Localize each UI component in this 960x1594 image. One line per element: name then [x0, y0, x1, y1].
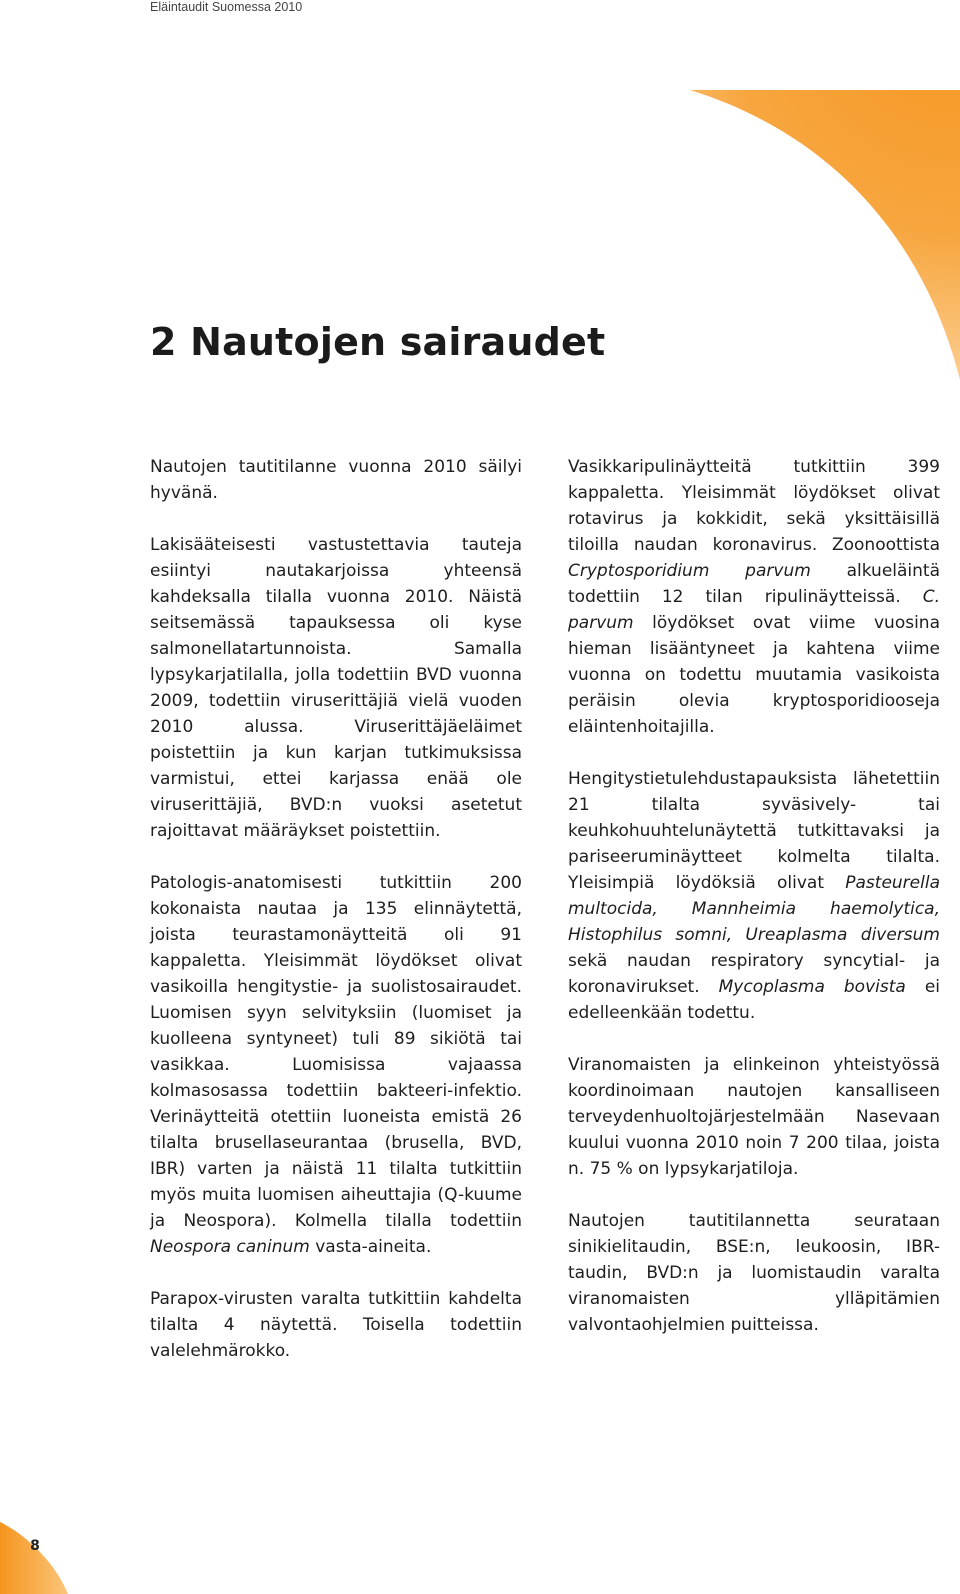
right-column [568, 454, 940, 1338]
species-name: Neospora caninum [150, 1237, 310, 1257]
paragraph: Nautojen tautitilanne vuonna 2010 säilyi hyvänä. [150, 457, 522, 503]
page-number-tab [0, 1522, 80, 1594]
paragraph: Nautojen tautitilannetta seurataan sinikielitaudin, BSE:n, leukoosin, IBR-taudin, BVD:n ja luomistaudin varalta viranomaisten ylläpitämien valvontaohjelmien puitteissa. [568, 1211, 940, 1335]
text-run: Hengitystietulehdustapauksista lähetettiin 21 tilalta syväsively- tai keuhkohuuhtelunäytettä tutkittavaksi ja pariseeruminäytteet kolmelta tilalta. Yleisimpiä löydöksiä olivat [568, 769, 940, 893]
corner-decoration [550, 0, 960, 400]
page-title: 2 Nautojen sairaudet [150, 320, 606, 364]
text-run: löydökset ovat viime vuosina hieman lisääntyneet ja kahtena viime vuonna on todettu muutamia vasikoista peräisin olevia kryptosporidiooseja eläintenhoitajilla. [568, 613, 940, 737]
paragraph [568, 454, 940, 740]
text-run: vasta-aineita. [309, 1237, 432, 1257]
text-run: Vasikkaripulinäytteitä tutkittiin 399 kappaletta. Yleisimmät löydökset olivat rotavirus ja kokkidit, sekä yksittäisillä tiloilla naudan koronavirus. Zoonoottista [568, 457, 940, 555]
paragraph [150, 870, 522, 1260]
species-name: Mycoplasma bovista [718, 977, 906, 997]
paragraph: Lakisääteisesti vastustettavia tauteja esiintyi nautakarjoissa yhteensä kahdeksalla tilalla vuonna 2010. Näistä seitsemässä tapauksessa oli kyse salmonellatartunnoista. Samalla lypsykarjatilalla, jolla todettiin BVD vuonna 2009, todettiin viruserittäjiä vielä vuoden 2010 alussa. Viruserittäjäeläimet poistettiin ja kun karjan tutkimuksissa varmistui, ettei karjassa enää ole viruserittäjiä, BVD:n vuoksi asetetut rajoittavat määräykset poistettiin. [150, 535, 522, 841]
text-run: ei edelleenkään todettu. [568, 977, 941, 1023]
paragraph [568, 766, 940, 1026]
text-run: alkueläintä todettiin 12 tilan ripulinäytteissä. [568, 561, 940, 607]
text-run: sekä naudan respiratory syncytial- ja koronavirukset. [568, 951, 940, 997]
species-name: C. parvum [568, 587, 940, 633]
species-name: Cryptosporidium parvum [568, 561, 811, 581]
text-run: Patologis-anatomisesti tutkittiin 200 kokonaista nautaa ja 135 elinnäytettä, joista teurastamonäytteitä oli 91 kappaletta. Yleisimmät löydökset olivat vasikoilla hengitystie- ja suolistosairaudet. Luomisen syyn selvityksiin (luomiset ja kuolleena syntyneet) tuli 89 sikiötä tai vasikkaa. Luomisissa vajaassa kolmasosassa todettiin bakteeri-infektio. Verinäytteitä otettiin luoneista emistä 26 tilalta brusellaseurantaa (brusella, BVD, IBR) varten ja näistä 11 tilalta tutkittiin myös muita luomisen aiheuttajia (Q-kuume ja Neospora). Kolmella tilalla todettiin [150, 873, 522, 1231]
left-column [150, 454, 522, 1364]
running-header: Eläintaudit Suomessa 2010 [150, 0, 303, 14]
paragraph: Viranomaisten ja elinkeinon yhteistyössä koordinoimaan nautojen kansalliseen terveydenhuoltojärjestelmään Nasevaan kuului vuonna 2010 noin 7 200 tilaa, joista n. 75 % on lypsykarjatiloja. [568, 1055, 940, 1179]
page-number: 8 [30, 1538, 40, 1554]
species-name: Pasteurella multocida, Mannheimia haemolytica, Histophilus somni, Ureaplasma diversum [568, 873, 940, 945]
paragraph: Parapox-virusten varalta tutkittiin kahdelta tilalta 4 näytettä. Toisella todettiin valelehmärokko. [150, 1289, 522, 1361]
